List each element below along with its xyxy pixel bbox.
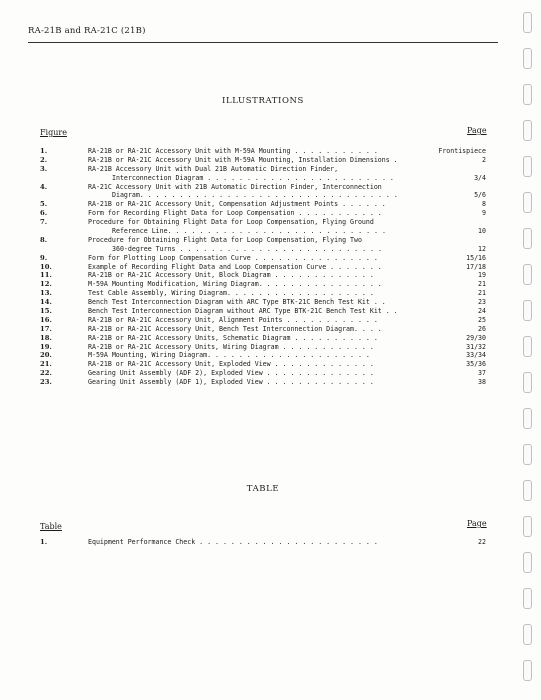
item-title: RA-21C Accessory Unit with 21B Automatic Direction Finder, Interconnection	[88, 182, 382, 191]
binder-ring-icon	[523, 12, 532, 33]
item-page: Frontispiece	[438, 147, 486, 155]
item-title: RA-21B or RA-21C Accessory Units, Schematic Diagram . . . . . . . . . . .	[88, 333, 378, 342]
item-page: 3/4	[474, 173, 486, 182]
item-title: RA-21B or RA-21C Accessory Units, Wiring Diagram . . . . . . . . . . . .	[88, 342, 374, 351]
binder-ring-icon	[523, 336, 532, 357]
list-item	[40, 254, 486, 263]
item-number: 19.	[40, 342, 52, 351]
illustrations-list	[40, 147, 486, 387]
item-page: 24	[478, 307, 486, 316]
item-page: 38	[478, 378, 486, 387]
item-number: 7.	[40, 218, 48, 227]
item-number: 12.	[40, 280, 52, 289]
item-number: 1.	[40, 538, 48, 546]
item-title: Gearing Unit Assembly (ADF 1), Exploded View . . . . . . . . . . . . . .	[88, 378, 374, 387]
binder-ring-icon	[523, 120, 532, 141]
list-item	[40, 209, 486, 218]
item-number: 6.	[40, 209, 48, 218]
list-item	[40, 334, 486, 343]
item-page: 31/32	[466, 342, 486, 351]
list-item	[40, 271, 486, 280]
item-title: RA-21B or RA-21C Accessory Unit, Compensation Adjustment Points . . . . . .	[88, 200, 386, 209]
item-title: Reference Line. . . . . . . . . . . . . . . . . . . . . . . . . . . .	[112, 227, 386, 236]
list-item	[40, 245, 486, 254]
binder-ring-icon	[523, 480, 532, 501]
item-number: 15.	[40, 307, 52, 316]
binder-ring-icon	[523, 156, 532, 177]
item-page: 10	[478, 227, 486, 236]
item-title: RA-21B or RA-21C Accessory Unit, Bench Test Interconnection Diagram. . . .	[88, 324, 382, 333]
table-list	[40, 538, 486, 547]
item-number: 22.	[40, 369, 52, 378]
list-item	[40, 174, 486, 183]
binder-ring-icon	[523, 264, 532, 285]
table-section-title: TABLE	[246, 484, 280, 494]
item-title: Form for Plotting Loop Compensation Curve . . . . . . . . . . . . . . . .	[88, 253, 378, 262]
item-title: RA-21B or RA-21C Accessory Unit, Block Diagram . . . . . . . . . . . . .	[88, 271, 374, 280]
binder-ring-icon	[523, 444, 532, 465]
binder-ring-icon	[523, 192, 532, 213]
list-item	[40, 538, 486, 547]
item-title: RA-21B Accessory Unit with Dual 21B Automatic Direction Finder,	[88, 164, 339, 173]
item-page: 35/36	[466, 360, 486, 369]
item-title: Interconnection Diagram . . . . . . . . . . . . . . . . . . . . . . . .	[112, 173, 394, 182]
item-number: 4.	[40, 182, 48, 191]
list-item	[40, 200, 486, 209]
item-number: 10.	[40, 262, 52, 271]
item-page: 2	[482, 155, 486, 164]
item-page: 19	[478, 271, 486, 280]
item-title: Form for Recording Flight Data for Loop Compensation . . . . . . . . . . .	[88, 209, 382, 218]
item-number: 16.	[40, 315, 52, 324]
item-number: 13.	[40, 289, 52, 298]
item-title: 360-degree Turns . . . . . . . . . . . . . . . . . . . . . . . . . .	[112, 244, 382, 253]
table-page-column-header: Page	[467, 519, 487, 528]
item-number: 17.	[40, 324, 52, 333]
list-item	[40, 165, 486, 174]
binder-ring-icon	[523, 516, 532, 537]
item-page: 37	[478, 369, 486, 378]
item-page: 33/34	[466, 351, 486, 360]
list-item	[40, 191, 486, 200]
item-page: 21	[478, 289, 486, 298]
binder-ring-icon	[523, 408, 532, 429]
binder-ring-icon	[523, 372, 532, 393]
item-page: 12	[478, 244, 486, 253]
binder-ring-icon	[523, 84, 532, 105]
list-item	[40, 378, 486, 387]
item-page: 21	[478, 280, 486, 289]
item-number: 8.	[40, 235, 48, 244]
item-number: 21.	[40, 360, 52, 369]
item-title: Equipment Performance Check . . . . . . . . . . . . . . . . . . . . . . .	[88, 538, 378, 546]
list-item	[40, 236, 486, 245]
binder-ring-icon	[523, 300, 532, 321]
binder-ring-icon	[523, 228, 532, 249]
item-page: 17/18	[466, 262, 486, 271]
item-number: 11.	[40, 271, 52, 280]
item-number: 23.	[40, 378, 52, 387]
item-title: RA-21B or RA-21C Accessory Unit with M-59A Mounting, Installation Dimensions .	[88, 155, 398, 164]
item-title: Example of Recording Flight Data and Loop Compensation Curve . . . . . . .	[88, 262, 382, 271]
item-page: 5/6	[474, 191, 486, 200]
list-item	[40, 307, 486, 316]
item-page: 22	[478, 538, 486, 546]
illustrations-title: ILLUSTRATIONS	[222, 96, 304, 106]
item-number: 9.	[40, 253, 48, 262]
list-item	[40, 218, 486, 227]
item-title: M-59A Mounting, Wiring Diagram. . . . . . . . . . . . . . . . . . . . .	[88, 351, 370, 360]
table-column-header: Table	[40, 522, 62, 531]
item-title: Procedure for Obtaining Flight Data for Loop Compensation, Flying Ground	[88, 218, 374, 227]
list-item	[40, 183, 486, 192]
item-title: M-59A Mounting Modification, Wiring Diagram. . . . . . . . . . . . . . . .	[88, 280, 382, 289]
item-title: Bench Test Interconnection Diagram with ARC Type BTK-21C Bench Test Kit . .	[88, 298, 386, 307]
item-title: RA-21B or RA-21C Accessory Unit, Exploded View . . . . . . . . . . . . .	[88, 360, 374, 369]
running-header: RA-21B and RA-21C (21B)	[28, 26, 498, 43]
page-column-header: Page	[467, 126, 487, 135]
item-title: RA-21B or RA-21C Accessory Unit, Alignment Points . . . . . . . . . . . .	[88, 315, 378, 324]
list-item	[40, 369, 486, 378]
item-page: 8	[482, 200, 486, 209]
item-number: 18.	[40, 333, 52, 342]
binder-ring-icon	[523, 624, 532, 645]
list-item	[40, 351, 486, 360]
binder-ring-icon	[523, 588, 532, 609]
list-item	[40, 316, 486, 325]
list-item	[40, 325, 486, 334]
list-item	[40, 227, 486, 236]
item-title: Procedure for Obtaining Flight Data for Loop Compensation, Flying Two	[88, 235, 362, 244]
item-number: 14.	[40, 298, 52, 307]
item-page: 26	[478, 324, 486, 333]
list-item	[40, 280, 486, 289]
item-title: Bench Test Interconnection Diagram without ARC Type BTK-21C Bench Test Kit . .	[88, 307, 398, 316]
item-title: RA-21B or RA-21C Accessory Unit with M-59A Mounting . . . . . . . . . . .	[88, 147, 378, 155]
list-item	[40, 289, 486, 298]
binder-ring-icon	[523, 552, 532, 573]
item-title: Diagram. . . . . . . . . . . . . . . . . . . . . . . . . . . . . . . . .	[112, 191, 398, 200]
binder-ring-icon	[523, 660, 532, 681]
item-number: 3.	[40, 164, 48, 173]
list-item	[40, 147, 486, 156]
item-page: 15/16	[466, 253, 486, 262]
list-item	[40, 360, 486, 369]
item-title: Test Cable Assembly, Wiring Diagram. . . . . . . . . . . . . . . . . . .	[88, 289, 374, 298]
list-item	[40, 343, 486, 352]
binder-ring-icon	[523, 48, 532, 69]
item-page: 29/30	[466, 333, 486, 342]
item-title: Gearing Unit Assembly (ADF 2), Exploded View . . . . . . . . . . . . . .	[88, 369, 374, 378]
item-number: 5.	[40, 200, 48, 209]
item-page: 25	[478, 315, 486, 324]
figure-column-header: Figure	[40, 128, 67, 137]
list-item	[40, 298, 486, 307]
item-number: 20.	[40, 351, 52, 360]
item-number: 2.	[40, 155, 48, 164]
item-number: 1.	[40, 147, 48, 155]
list-item	[40, 156, 486, 165]
item-page: 23	[478, 298, 486, 307]
item-page: 9	[482, 209, 486, 218]
list-item	[40, 263, 486, 272]
